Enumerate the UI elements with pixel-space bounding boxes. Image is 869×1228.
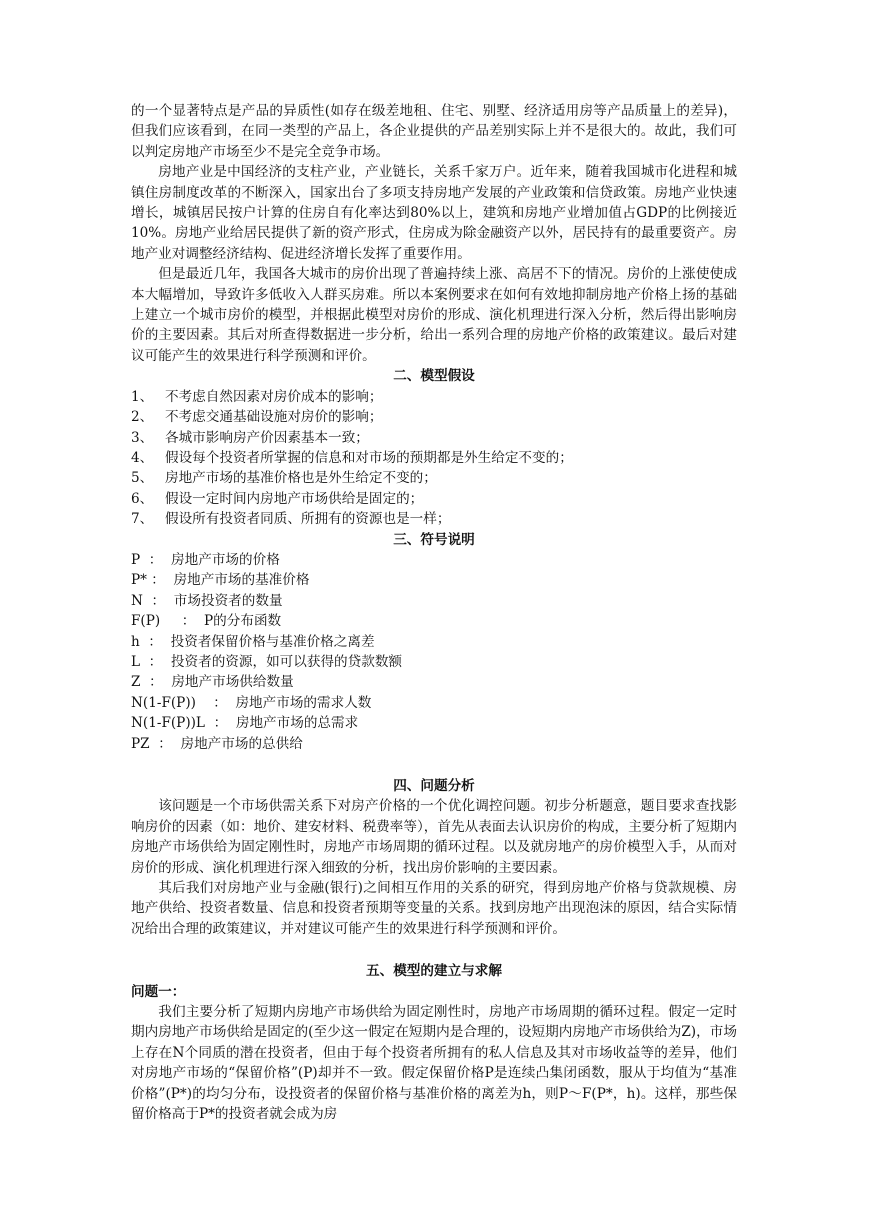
model-paragraph: 我们主要分析了短期内房地产市场供给为固定刚性时，房地产市场周期的循环过程。假定一定时期内房地产市场供给是固定的(至少这一假定在短期内是合理的，设短期内房地产市场供给为Z)，市场上存在N个同质的潜在投资者，但由于每个投资者所拥有的私人信息及其对市场收益等的差异，他们对房地产市场的“保留价格”(P)却并不一致。假定保留价格P是连续凸集闭函数，服从于均值为“基准价格”(P*)的均匀分布，设投资者的保留价格与基准价格的离差为h，则P～F(P*，h)。这样，那些保留价格高于P*的投资者就会成为房 (131, 1004, 737, 1123)
symbol-separator: ： (140, 674, 172, 691)
list-item-number: 7、 (131, 511, 154, 528)
symbol-description: 房地产市场的基准价格 (173, 572, 310, 589)
symbol-row (131, 693, 737, 713)
symbol-description: 房地产市场供给数量 (171, 674, 294, 691)
document-page (131, 101, 737, 1125)
symbol-description: 投资者保留价格与基准价格之离差 (170, 633, 375, 650)
symbol-row (131, 570, 737, 590)
list-item-number: 4、 (131, 449, 154, 466)
problem-one-heading: 问题一： (131, 983, 186, 1000)
symbol-description: P的分布函数 (204, 613, 282, 630)
symbol: L (131, 653, 141, 670)
list-item (131, 407, 737, 427)
analysis-paragraph-1: 该问题是一个市场供需关系下对房产价格的一个优化调控问题。初步分析题意，题目要求查找影响房价的因素（如：地价、建安材料、税费率等），首先从表面去认识房价的构成，主要分析了短期内房地产市场供给为固定刚性时，房地产市场周期的循环过程。以及就房地产的房价模型入手，从而对房价的形成、演化机理进行深入细致的分析，找出房价影响的主要因素。 (131, 798, 737, 876)
symbol: P (131, 551, 141, 568)
list-item (131, 428, 737, 448)
section-title-symbols: 三、符号说明 (393, 531, 475, 548)
section-title-assumptions: 二、模型假设 (393, 368, 475, 385)
symbol-row (131, 550, 737, 570)
symbol: Z (131, 674, 141, 691)
symbol: PZ (131, 735, 150, 752)
list-item (131, 509, 737, 529)
symbol-row (131, 632, 737, 652)
section-title-analysis: 四、问题分析 (393, 778, 475, 794)
symbol-separator: ： (142, 592, 174, 609)
list-item (131, 468, 737, 488)
symbol-separator: ： (160, 613, 205, 630)
symbol: P* (131, 572, 147, 589)
list-item-number: 5、 (131, 470, 154, 487)
list-item (131, 387, 737, 407)
symbol-row (131, 672, 737, 692)
list-item-number: 2、 (131, 409, 154, 426)
symbol-description: 房地产市场的总供给 (180, 735, 303, 752)
symbol-separator: ： (204, 715, 236, 732)
symbol-description: 房地产市场的需求人数 (235, 694, 372, 711)
list-item (131, 489, 737, 509)
symbol: N (131, 592, 143, 609)
list-item (131, 448, 737, 468)
analysis-paragraph-2: 其后我们对房地产业与金融(银行)之间相互作用的关系的研究，得到房地产价格与贷款规模、房地产供给、投资者数量、信息和投资者预期等变量的关系。找到房地产出现泡沫的原因，结合实际情况给出合理的政策建议，并对建议可能产生的效果进行科学预测和评价。 (131, 880, 737, 937)
intro-paragraph-3: 但是最近几年，我国各大城市的房价出现了普遍持续上涨、高居不下的情况。房价的上涨使使成本大幅增加，导致许多低收入人群买房难。所以本案例要求在如何有效地抑制房地产价格上扬的基础上建立一个城市房价的模型，并根据此模型对房价的形成、演化机理进行深入分析，然后得出影响房价的主要因素。其后对所查得数据进一步分析，给出一系列合理的房地产价格的政策建议。最后对建议可能产生的效果进行科学预测和评价。 (131, 266, 737, 364)
symbol: N(1-F(P))L (131, 715, 205, 732)
symbol-description: 房地产市场的总需求 (235, 715, 359, 732)
symbol: F(P) (131, 613, 161, 630)
symbol-description: 投资者的资源，如可以获得的贷款数额 (170, 653, 403, 670)
symbol-separator: ： (149, 735, 181, 752)
list-item-text: 假设每个投资者所掌握的信息和对市场的预期都是外生给定不变的； (165, 449, 573, 466)
symbol-row (131, 591, 737, 611)
symbol-separator: ： (139, 633, 171, 650)
symbol-separator: ： (140, 551, 172, 568)
list-item-number: 3、 (131, 429, 154, 446)
symbol-description: 房地产市场的价格 (171, 551, 280, 568)
list-item-number: 1、 (131, 388, 154, 405)
symbol-description: 市场投资者的数量 (173, 592, 283, 609)
symbol-row (131, 652, 737, 672)
symbol-separator: ： (195, 694, 236, 711)
symbol-row (131, 713, 737, 733)
symbol-separator: ： (146, 572, 174, 589)
assumptions-list (131, 387, 737, 530)
symbol: N(1-F(P)) (131, 694, 196, 711)
symbol-separator: ： (140, 653, 171, 670)
list-item-number: 6、 (131, 490, 154, 507)
symbol-row (131, 611, 737, 631)
intro-paragraph-2: 房地产业是中国经济的支柱产业，产业链长，关系千家万户。近年来，随着我国城市化进程和城镇住房制度改革的不断深入，国家出台了多项支持房地产发展的产业政策和信贷政策。房地产业快速增长，城镇居民按户计算的住房自有化率达到80%以上，建筑和房地产业增加值占GDP的比例接近10%。房地产业给居民提供了新的资产形式，住房成为除金融资产以外，居民持有的最重要资产。房地产业对调整经济结构、促进经济增长发挥了重要作用。 (131, 164, 737, 262)
list-item-text: 假设一定时间内房地产市场供给是固定的； (165, 490, 424, 507)
list-item-text: 假设所有投资者同质、所拥有的资源也是一样； (165, 511, 451, 528)
list-item-text: 不考虑自然因素对房价成本的影响； (165, 388, 383, 405)
symbol-row (131, 734, 737, 754)
section-title-model: 五、模型的建立与求解 (366, 963, 502, 980)
list-item-text: 房地产市场的基准价格也是外生给定不变的； (165, 470, 437, 487)
symbol: h (131, 633, 140, 650)
symbols-list (131, 550, 737, 754)
list-item-text: 不考虑交通基础设施对房价的影响； (165, 409, 383, 426)
list-item-text: 各城市影响房产价因素基本一致； (165, 429, 369, 446)
intro-paragraph-1: 的一个显著特点是产品的异质性(如存在级差地租、住宅、别墅、经济适用房等产品质量上的差异)，但我们应该看到，在同一类型的产品上，各企业提供的产品差别实际上并不是很大的。故此，我们可以判定房地产市场至少不是完全竞争市场。 (131, 103, 737, 160)
